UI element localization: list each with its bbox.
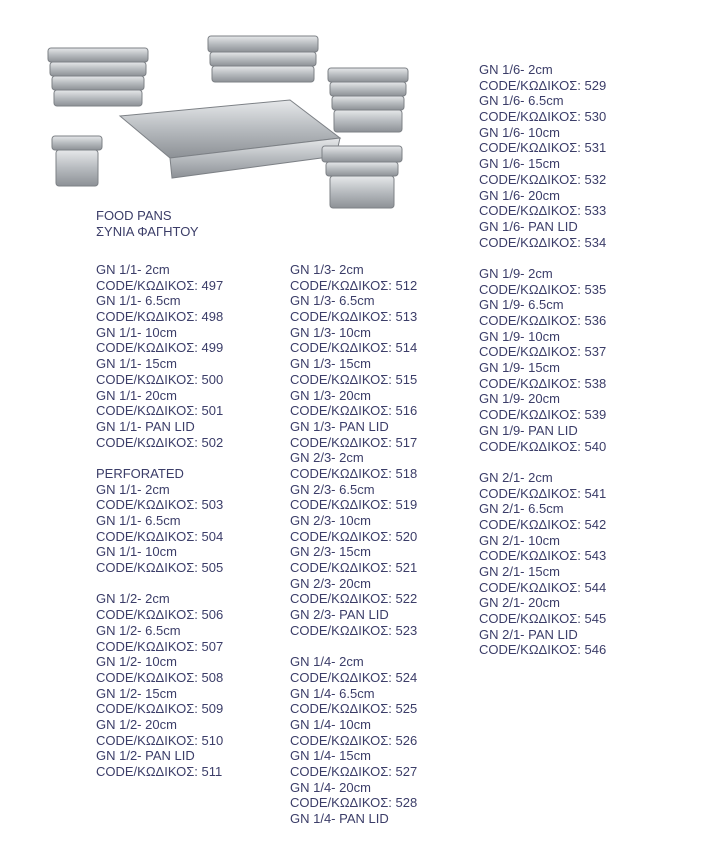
food-pans-photo [40, 28, 420, 218]
product-code: CODE/ΚΩΔΙΚΟΣ: 515 [290, 371, 418, 387]
product-name: GN 2/1- 20cm [479, 595, 560, 611]
product-code: CODE/ΚΩΔΙΚΟΣ: 502 [96, 434, 224, 450]
product-code: CODE/ΚΩΔΙΚΟΣ: 506 [96, 607, 224, 623]
product-code: CODE/ΚΩΔΙΚΟΣ: 518 [290, 465, 418, 481]
product-code: CODE/ΚΩΔΙΚΟΣ: 534 [479, 234, 607, 250]
product-code: CODE/ΚΩΔΙΚΟΣ: 500 [96, 371, 224, 387]
product-name: GN 1/1- 10cm [96, 544, 177, 560]
product-code: CODE/ΚΩΔΙΚΟΣ: 519 [290, 497, 418, 513]
spacer [479, 454, 606, 470]
product-name: GN 1/9- PAN LID [479, 422, 578, 438]
product-code: CODE/ΚΩΔΙΚΟΣ: 529 [479, 77, 607, 93]
product-name: GN 1/2- 2cm [96, 591, 170, 607]
column-2 [290, 262, 417, 827]
product-name: GN 1/4- 6.5cm [290, 685, 375, 701]
product-name: GN 1/9- 2cm [479, 265, 553, 281]
product-code: CODE/ΚΩΔΙΚΟΣ: 538 [479, 375, 607, 391]
product-name: GN 1/1- 15cm [96, 356, 177, 372]
product-name: GN 2/3- 6.5cm [290, 481, 375, 497]
product-name: GN 1/3- 10cm [290, 324, 371, 340]
product-code: CODE/ΚΩΔΙΚΟΣ: 540 [479, 438, 607, 454]
product-code: CODE/ΚΩΔΙΚΟΣ: 524 [290, 669, 418, 685]
spacer [96, 450, 223, 466]
product-code: CODE/ΚΩΔΙΚΟΣ: 537 [479, 344, 607, 360]
product-name: GN 2/3- PAN LID [290, 607, 389, 623]
product-name: GN 1/3- 15cm [290, 356, 371, 372]
product-name: PERFORATED [96, 465, 184, 481]
product-code: CODE/ΚΩΔΙΚΟΣ: 521 [290, 560, 418, 576]
product-code: CODE/ΚΩΔΙΚΟΣ: 543 [479, 548, 607, 564]
product-name: GN 1/2- 10cm [96, 654, 177, 670]
product-name: GN 1/6- PAN LID [479, 218, 578, 234]
product-code: CODE/ΚΩΔΙΚΟΣ: 510 [96, 732, 224, 748]
product-name: GN 1/4- 20cm [290, 779, 371, 795]
product-name: GN 1/9- 10cm [479, 328, 560, 344]
product-name: GN 1/6- 10cm [479, 124, 560, 140]
product-code: CODE/ΚΩΔΙΚΟΣ: 512 [290, 277, 418, 293]
product-name: GN 1/4- 15cm [290, 748, 371, 764]
column-1 [96, 262, 223, 780]
product-name: GN 1/3- PAN LID [290, 418, 389, 434]
product-code: CODE/ΚΩΔΙΚΟΣ: 517 [290, 434, 418, 450]
product-code: CODE/ΚΩΔΙΚΟΣ: 499 [96, 340, 224, 356]
product-code: CODE/ΚΩΔΙΚΟΣ: 509 [96, 701, 224, 717]
product-code: CODE/ΚΩΔΙΚΟΣ: 516 [290, 403, 418, 419]
product-code: CODE/ΚΩΔΙΚΟΣ: 526 [290, 732, 418, 748]
product-code: CODE/ΚΩΔΙΚΟΣ: 523 [290, 622, 418, 638]
product-code: CODE/ΚΩΔΙΚΟΣ: 498 [96, 309, 224, 325]
product-code: CODE/ΚΩΔΙΚΟΣ: 525 [290, 701, 418, 717]
product-name: GN 1/9- 6.5cm [479, 297, 564, 313]
product-code: CODE/ΚΩΔΙΚΟΣ: 536 [479, 313, 607, 328]
product-name: GN 2/1- 10cm [479, 532, 560, 548]
product-code: CODE/ΚΩΔΙΚΟΣ: 541 [479, 485, 607, 501]
product-name: GN 1/6- 20cm [479, 187, 560, 203]
product-name: GN 1/4- 10cm [290, 716, 371, 732]
product-code: CODE/ΚΩΔΙΚΟΣ: 513 [290, 309, 418, 325]
spacer [479, 250, 606, 266]
product-code: CODE/ΚΩΔΙΚΟΣ: 503 [96, 497, 224, 513]
product-name: GN 2/3- 20cm [290, 575, 371, 591]
product-name: GN 1/1- 2cm [96, 262, 170, 277]
product-name: GN 1/4- 2cm [290, 654, 364, 670]
product-code: CODE/ΚΩΔΙΚΟΣ: 546 [479, 642, 607, 658]
product-code: CODE/ΚΩΔΙΚΟΣ: 504 [96, 528, 224, 544]
product-name: GN 1/9- 15cm [479, 360, 560, 376]
product-code: CODE/ΚΩΔΙΚΟΣ: 533 [479, 203, 607, 219]
product-name: GN 1/4- PAN LID [290, 811, 389, 827]
product-name: GN 2/1- 6.5cm [479, 501, 564, 517]
product-code: CODE/ΚΩΔΙΚΟΣ: 501 [96, 403, 224, 419]
product-name: GN 2/1- 2cm [479, 469, 553, 485]
product-name: GN 1/3- 2cm [290, 262, 364, 277]
product-name: GN 1/3- 20cm [290, 387, 371, 403]
product-code: CODE/ΚΩΔΙΚΟΣ: 520 [290, 528, 418, 544]
spacer [290, 639, 417, 655]
product-name: GN 1/1- 10cm [96, 324, 177, 340]
section-subtitle: ΣΥΝΙΑ ΦΑΓΗΤΟΥ [96, 223, 199, 239]
product-name: GN 2/1- PAN LID [479, 626, 578, 642]
product-name: GN 1/2- 20cm [96, 716, 177, 732]
product-code: CODE/ΚΩΔΙΚΟΣ: 528 [290, 795, 418, 811]
column-3 [479, 62, 606, 658]
product-name: GN 1/1- 6.5cm [96, 513, 181, 528]
product-code: CODE/ΚΩΔΙΚΟΣ: 532 [479, 171, 607, 187]
product-code: CODE/ΚΩΔΙΚΟΣ: 542 [479, 516, 607, 532]
product-name: GN 1/6- 6.5cm [479, 93, 564, 109]
product-name: GN 1/1- 6.5cm [96, 293, 181, 309]
product-code: CODE/ΚΩΔΙΚΟΣ: 544 [479, 579, 607, 595]
product-code: CODE/ΚΩΔΙΚΟΣ: 508 [96, 669, 224, 685]
product-name: GN 1/1- 2cm [96, 481, 170, 497]
product-name: GN 2/3- 2cm [290, 450, 364, 466]
product-name: GN 1/3- 6.5cm [290, 293, 375, 309]
product-code: CODE/ΚΩΔΙΚΟΣ: 522 [290, 591, 418, 607]
section-title: FOOD PANS [96, 208, 172, 223]
product-code: CODE/ΚΩΔΙΚΟΣ: 514 [290, 340, 418, 356]
product-code: CODE/ΚΩΔΙΚΟΣ: 531 [479, 140, 607, 156]
product-name: GN 1/1- 20cm [96, 387, 177, 403]
product-code: CODE/ΚΩΔΙΚΟΣ: 507 [96, 638, 224, 654]
product-name: GN 1/6- 15cm [479, 156, 560, 172]
product-code: CODE/ΚΩΔΙΚΟΣ: 530 [479, 109, 607, 125]
product-name: GN 1/2- PAN LID [96, 748, 195, 764]
product-code: CODE/ΚΩΔΙΚΟΣ: 539 [479, 407, 607, 423]
product-name: GN 1/2- 15cm [96, 685, 177, 701]
product-name: GN 1/1- PAN LID [96, 418, 195, 434]
product-code: CODE/ΚΩΔΙΚΟΣ: 511 [96, 764, 223, 779]
product-code: CODE/ΚΩΔΙΚΟΣ: 535 [479, 281, 607, 297]
product-name: GN 1/6- 2cm [479, 62, 553, 77]
spacer [96, 576, 223, 592]
product-name: GN 2/3- 10cm [290, 513, 371, 528]
product-name: GN 1/2- 6.5cm [96, 622, 181, 638]
product-name: GN 1/9- 20cm [479, 391, 560, 407]
product-code: CODE/ΚΩΔΙΚΟΣ: 527 [290, 764, 418, 779]
product-code: CODE/ΚΩΔΙΚΟΣ: 505 [96, 560, 224, 576]
product-name: GN 2/3- 15cm [290, 544, 371, 560]
product-code: CODE/ΚΩΔΙΚΟΣ: 497 [96, 277, 224, 293]
product-name: GN 2/1- 15cm [479, 564, 560, 579]
product-code: CODE/ΚΩΔΙΚΟΣ: 545 [479, 611, 607, 627]
